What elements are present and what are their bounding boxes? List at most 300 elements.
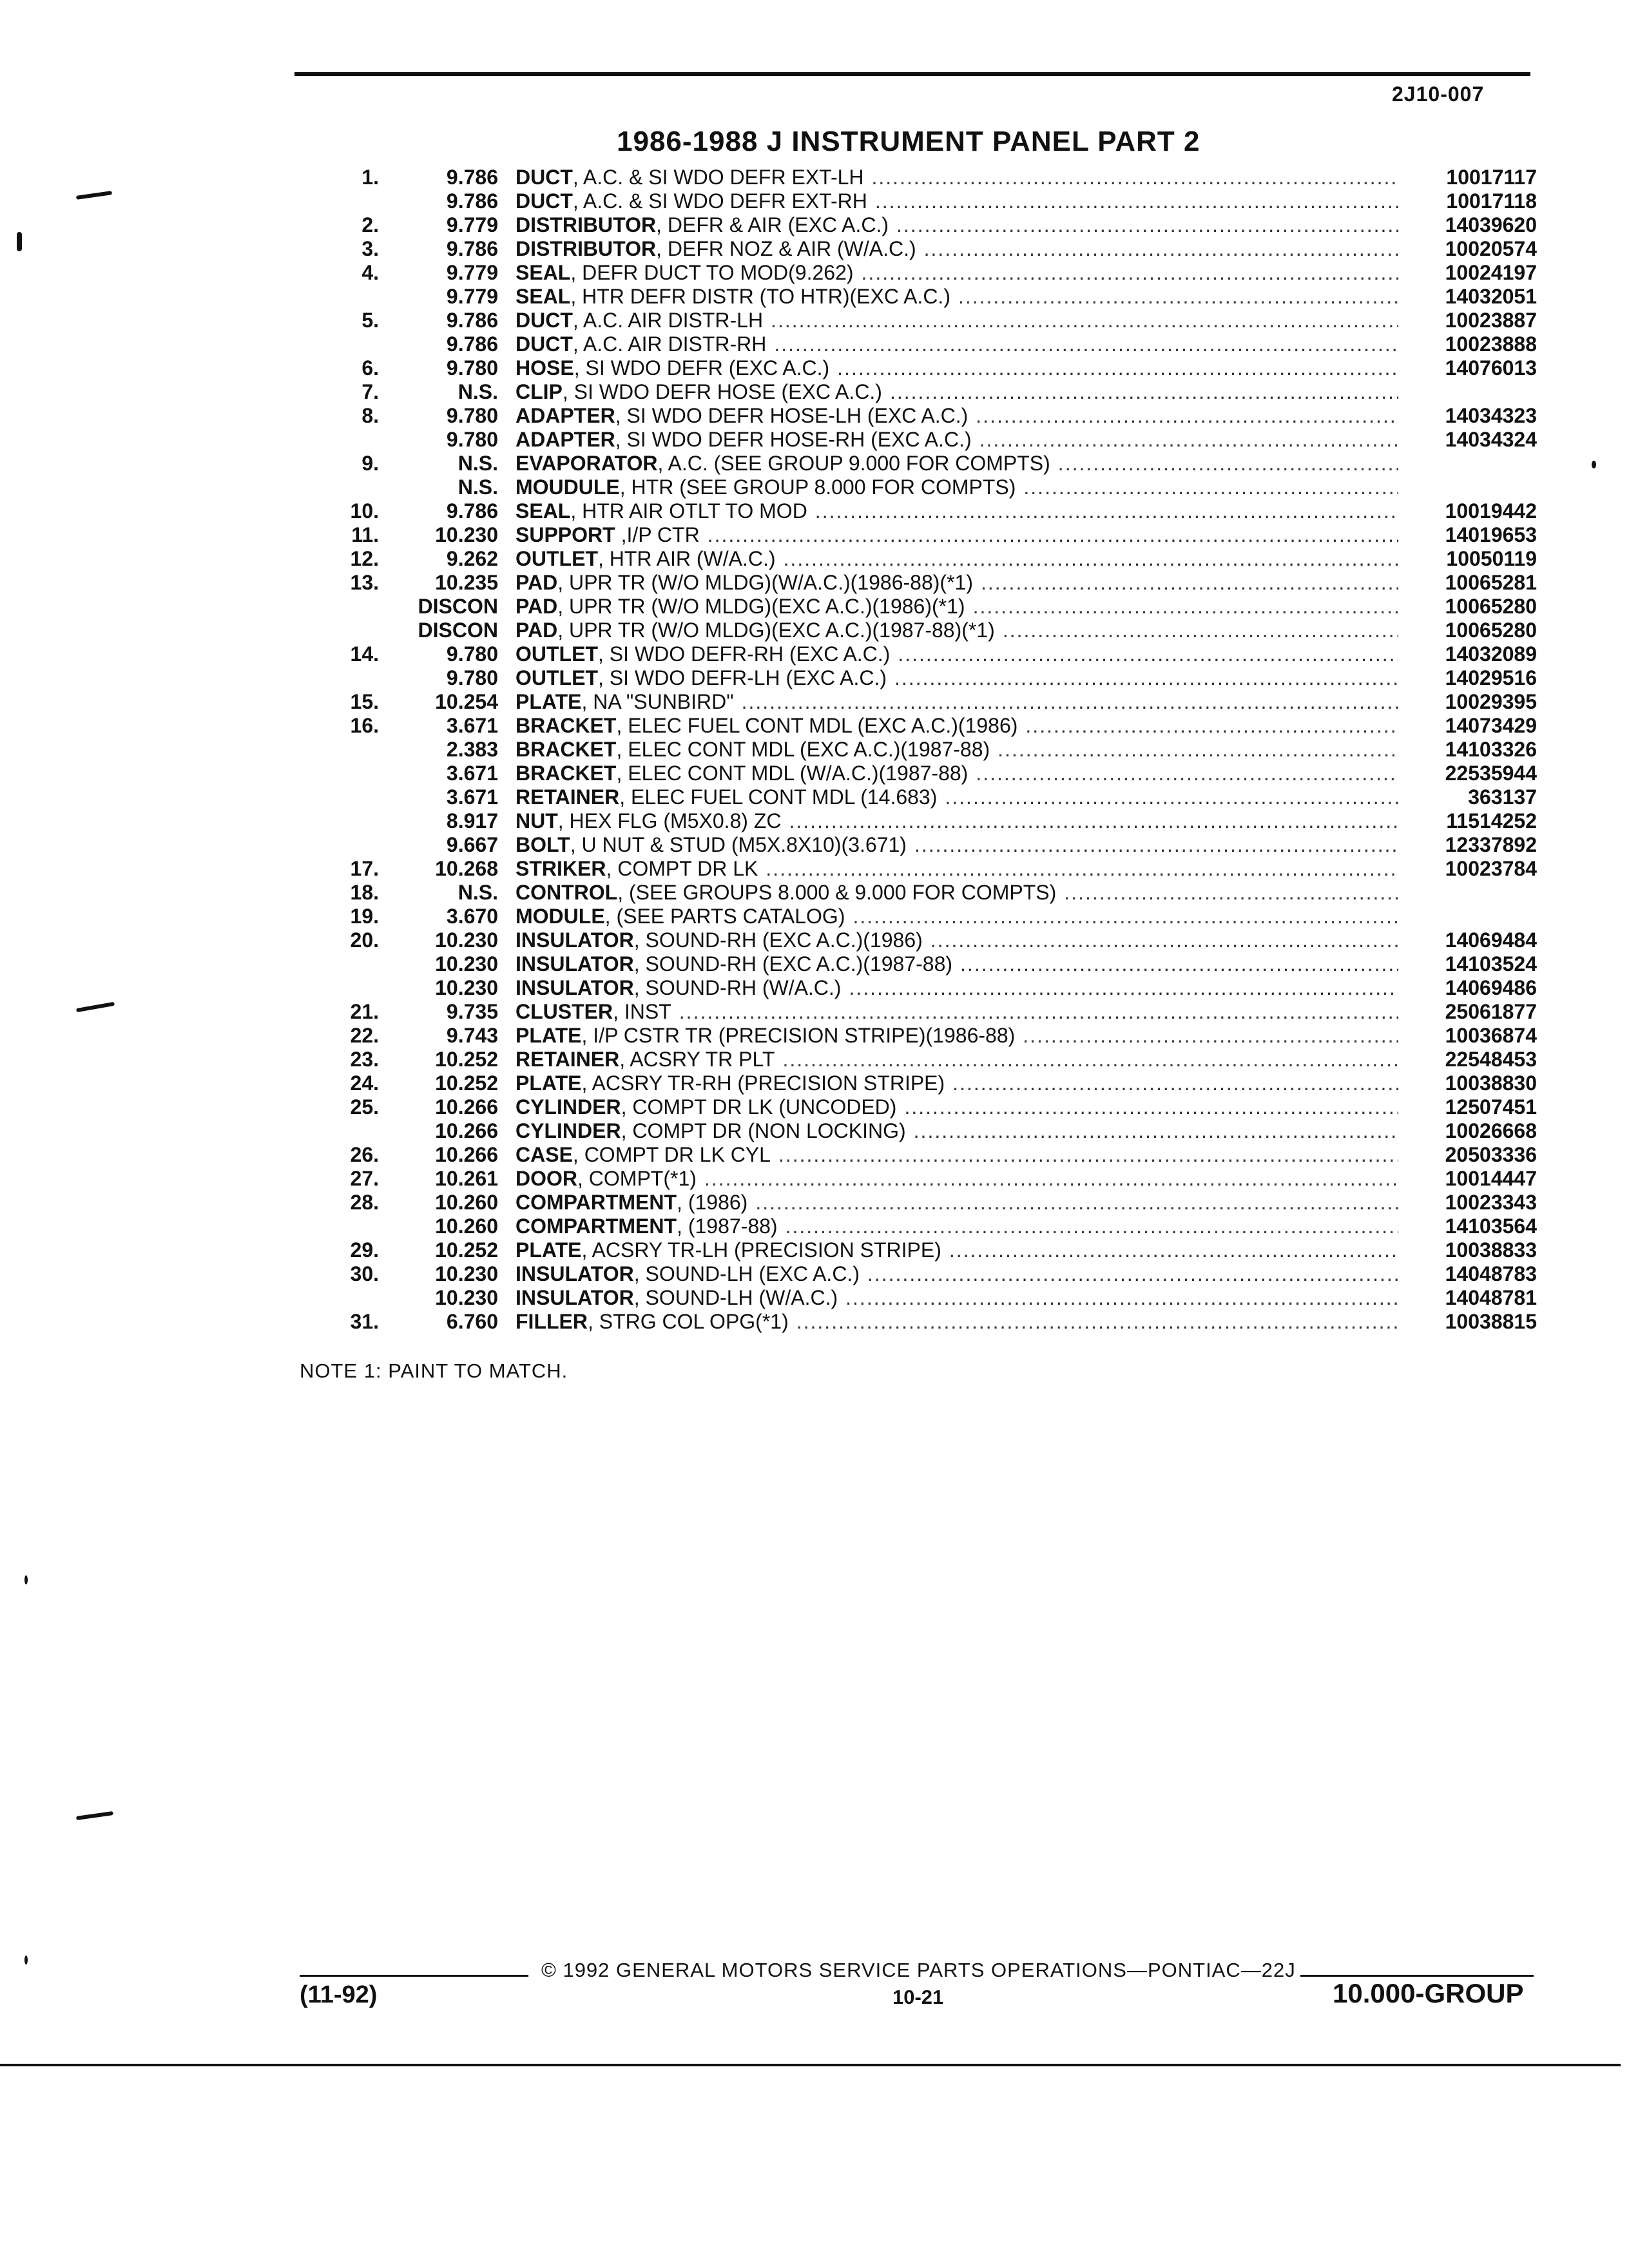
item-description — [516, 1095, 1398, 1119]
list-item — [0, 309, 1629, 332]
group-label: 10.000-GROUP — [1333, 1978, 1524, 2008]
item-index: 14. — [350, 642, 379, 666]
part-detail: , ELEC CONT MDL (W/A.C.)(1987-88) — [616, 762, 969, 785]
part-number: 363137 — [1468, 785, 1537, 809]
part-number: 10023887 — [1445, 309, 1537, 332]
part-detail: , A.C. AIR DISTR-RH — [572, 332, 767, 356]
footer-rule-left — [300, 1975, 528, 1977]
group-number: 9.786 — [446, 309, 498, 332]
item-index: 19. — [350, 905, 379, 928]
part-number: 10036874 — [1445, 1024, 1537, 1047]
leader-dots — [882, 380, 1398, 404]
part-name: FILLER — [516, 1310, 588, 1333]
part-name: OUTLET — [516, 547, 598, 570]
group-number: 9.262 — [446, 547, 498, 570]
leader-dots — [789, 1310, 1398, 1334]
part-number: 10065280 — [1445, 619, 1537, 642]
leader-dots — [972, 428, 1398, 452]
item-index: 4. — [361, 261, 379, 284]
list-item — [0, 237, 1629, 261]
list-item — [0, 666, 1629, 690]
leader-dots — [778, 1215, 1398, 1238]
part-detail: , HTR DEFR DISTR (TO HTR)(EXC A.C.) — [570, 285, 950, 308]
group-number: 3.670 — [446, 905, 498, 928]
part-number: 12337892 — [1445, 833, 1537, 856]
part-name: EVAPORATOR — [516, 452, 658, 475]
item-description — [516, 881, 1398, 905]
group-number: 10.260 — [435, 1191, 498, 1214]
part-detail: , ACSRY TR PLT — [619, 1048, 775, 1071]
item-index: 17. — [350, 857, 379, 880]
part-detail: , COMPT DR (NON LOCKING) — [621, 1119, 906, 1142]
leader-dots — [889, 213, 1398, 237]
part-detail: , SOUND-RH (W/A.C.) — [633, 976, 842, 999]
part-detail: , SI WDO DEFR-RH (EXC A.C.) — [597, 642, 891, 666]
group-number: 9.780 — [446, 666, 498, 689]
group-number: 10.252 — [435, 1238, 498, 1262]
item-index: 11. — [351, 523, 379, 546]
part-name: COMPARTMENT — [516, 1191, 677, 1214]
item-description — [516, 1262, 1398, 1286]
header-rule — [294, 72, 1530, 76]
group-number: N.S. — [458, 881, 498, 904]
leader-dots — [841, 976, 1398, 1000]
item-description — [516, 166, 1398, 189]
part-detail: , A.C. & SI WDO DEFR EXT-LH — [572, 166, 864, 189]
group-number: 9.786 — [446, 332, 498, 356]
group-number: 9.735 — [446, 1000, 498, 1023]
part-name: PAD — [516, 595, 558, 618]
group-number: 9.786 — [446, 166, 498, 189]
item-description — [516, 1191, 1398, 1215]
item-index: 2. — [361, 213, 379, 236]
leader-dots — [864, 166, 1399, 189]
leader-dots — [945, 1072, 1398, 1095]
item-index: 30. — [350, 1262, 379, 1285]
item-description — [516, 785, 1398, 809]
part-name: MODULE — [516, 905, 605, 928]
list-item — [0, 166, 1629, 189]
part-name: INSULATOR — [516, 1262, 634, 1285]
group-number: 10.230 — [435, 928, 498, 952]
part-name: SEAL — [516, 261, 571, 284]
leader-dots — [952, 952, 1398, 976]
part-name: PLATE — [516, 690, 582, 713]
leader-dots — [907, 833, 1398, 857]
list-item — [0, 261, 1629, 285]
part-name: SUPPORT — [516, 523, 615, 546]
item-description — [516, 833, 1398, 857]
part-number: 14069484 — [1445, 928, 1537, 952]
list-item — [0, 452, 1629, 476]
part-detail: , SOUND-RH (EXC A.C.)(1986) — [633, 928, 923, 952]
part-name: CYLINDER — [516, 1095, 621, 1119]
item-description — [516, 1024, 1398, 1048]
item-description — [516, 1119, 1398, 1143]
list-item — [0, 213, 1629, 237]
part-name: ADAPTER — [516, 428, 615, 451]
part-detail: , SI WDO DEFR HOSE-LH (EXC A.C.) — [615, 404, 969, 427]
part-number: 14069486 — [1445, 976, 1537, 999]
list-item — [0, 1167, 1629, 1191]
part-name: BRACKET — [516, 738, 617, 761]
group-number: 9.780 — [446, 404, 498, 427]
part-number: 10020574 — [1445, 237, 1537, 260]
leader-dots — [700, 523, 1398, 547]
leader-dots — [941, 1238, 1398, 1262]
item-index: 25. — [350, 1095, 379, 1119]
part-number: 14034324 — [1445, 428, 1537, 451]
group-number: 9.780 — [446, 642, 498, 666]
group-number: N.S. — [458, 380, 498, 403]
item-index: 1. — [361, 166, 379, 189]
part-name: RETAINER — [516, 1048, 620, 1071]
group-number: 9.780 — [446, 356, 498, 380]
part-number: 10065280 — [1445, 595, 1537, 618]
part-name: DUCT — [516, 332, 573, 356]
item-description — [516, 332, 1398, 356]
part-detail: , A.C. & SI WDO DEFR EXT-RH — [572, 189, 867, 213]
list-item — [0, 1238, 1629, 1262]
part-name: COMPARTMENT — [516, 1215, 677, 1238]
leader-dots — [923, 928, 1398, 952]
leader-dots — [747, 1191, 1398, 1215]
part-name: NUT — [516, 809, 558, 832]
leader-dots — [937, 785, 1398, 809]
leader-dots — [763, 309, 1398, 332]
part-number: 10024197 — [1445, 261, 1537, 284]
list-item — [0, 905, 1629, 928]
part-detail: , DEFR DUCT TO MOD(9.262) — [570, 261, 854, 284]
leader-dots — [950, 285, 1398, 309]
leader-dots — [854, 261, 1398, 285]
part-name: SEAL — [516, 285, 571, 308]
list-item — [0, 881, 1629, 905]
leader-dots — [782, 809, 1399, 833]
item-index: 9. — [361, 452, 379, 475]
part-name: CONTROL — [516, 881, 618, 904]
part-number: 14103564 — [1445, 1215, 1537, 1238]
item-description — [516, 1072, 1398, 1095]
part-number: 12507451 — [1445, 1095, 1537, 1119]
part-number: 10026668 — [1445, 1119, 1537, 1142]
group-number: 8.917 — [446, 809, 498, 832]
item-description — [516, 452, 1398, 476]
part-number: 10014447 — [1445, 1167, 1537, 1190]
item-description — [516, 547, 1398, 571]
part-detail: , SI WDO DEFR (EXC A.C.) — [574, 356, 830, 380]
group-number: 10.252 — [435, 1048, 498, 1071]
part-name: CLUSTER — [516, 1000, 613, 1023]
scan-mark — [17, 232, 22, 251]
part-detail: , COMPT DR LK (UNCODED) — [621, 1095, 897, 1119]
part-name: OUTLET — [516, 642, 598, 666]
leader-dots — [916, 237, 1398, 261]
leader-dots — [968, 762, 1398, 785]
part-number: 14039620 — [1445, 213, 1537, 236]
part-name: DUCT — [516, 166, 573, 189]
item-index: 23. — [350, 1048, 379, 1071]
part-number: 14076013 — [1445, 356, 1537, 380]
item-index: 7. — [361, 380, 379, 403]
part-detail: , UPR TR (W/O MLDG)(W/A.C.)(1986-88)(*1) — [557, 571, 973, 594]
group-number: 9.779 — [446, 285, 498, 308]
leader-dots — [887, 666, 1398, 690]
part-number: 10017117 — [1446, 166, 1537, 189]
group-number: 9.780 — [446, 428, 498, 451]
group-number: 3.671 — [446, 785, 498, 809]
part-number: 10017118 — [1446, 189, 1537, 213]
item-index: 21. — [350, 1000, 379, 1023]
item-index: 22. — [350, 1024, 379, 1047]
part-detail: , SI WDO DEFR HOSE-RH (EXC A.C.) — [615, 428, 972, 451]
leader-dots — [838, 1286, 1398, 1310]
item-description — [516, 261, 1398, 285]
group-number: 3.671 — [446, 762, 498, 785]
group-number: 10.230 — [435, 952, 498, 975]
item-index: 18. — [350, 881, 379, 904]
list-item — [0, 785, 1629, 809]
leader-dots — [896, 1095, 1398, 1119]
group-number: 10.252 — [435, 1072, 498, 1095]
part-detail: , U NUT & STUD (M5X.8X10)(3.671) — [570, 833, 907, 856]
part-name: DUCT — [516, 189, 573, 213]
list-item — [0, 1048, 1629, 1072]
part-number: 14032051 — [1445, 285, 1537, 308]
list-item — [0, 1310, 1629, 1334]
list-item — [0, 833, 1629, 857]
group-number: 9.779 — [446, 213, 498, 236]
item-description — [516, 476, 1398, 499]
scan-mark — [1592, 461, 1596, 468]
list-item — [0, 476, 1629, 499]
parts-list — [0, 166, 1629, 1334]
page-number: 10-21 — [892, 1986, 944, 2008]
part-number: 10023343 — [1445, 1191, 1537, 1214]
group-number: 2.383 — [446, 738, 498, 761]
list-item — [0, 928, 1629, 952]
list-item — [0, 1000, 1629, 1024]
item-description — [516, 189, 1398, 213]
part-name: RETAINER — [516, 785, 620, 809]
leader-dots — [1016, 476, 1398, 499]
leader-dots — [890, 642, 1398, 666]
item-index: 6. — [361, 356, 379, 380]
group-number: 3.671 — [446, 714, 498, 737]
item-index: 29. — [350, 1238, 379, 1262]
leader-dots — [734, 690, 1398, 714]
part-name: INSULATOR — [516, 952, 634, 975]
list-item — [0, 1191, 1629, 1215]
item-description — [516, 285, 1398, 309]
part-number: 10023888 — [1445, 332, 1537, 356]
list-item — [0, 571, 1629, 595]
part-name: CASE — [516, 1143, 573, 1166]
item-description — [516, 523, 1398, 547]
footnote: NOTE 1: PAINT TO MATCH. — [300, 1360, 568, 1382]
part-number: 10065281 — [1445, 571, 1537, 594]
copyright-line: © 1992 GENERAL MOTORS SERVICE PARTS OPERATIONS—PONTIAC—22J — [541, 1959, 1296, 1981]
leader-dots — [968, 404, 1398, 428]
leader-dots — [1050, 452, 1398, 476]
leader-dots — [906, 1119, 1398, 1143]
leader-dots — [965, 595, 1398, 619]
list-item — [0, 976, 1629, 1000]
part-detail: , A.C. AIR DISTR-LH — [572, 309, 764, 332]
part-name: DISTRIBUTOR — [516, 237, 657, 260]
part-number: 14073429 — [1445, 714, 1537, 737]
list-item — [0, 428, 1629, 452]
part-detail: , ELEC CONT MDL (EXC A.C.)(1987-88) — [616, 738, 990, 761]
scan-mark — [24, 1575, 28, 1584]
item-index: 12. — [350, 547, 379, 570]
part-number: 14048781 — [1445, 1286, 1537, 1309]
leader-dots — [771, 1143, 1398, 1167]
part-detail: , UPR TR (W/O MLDG)(EXC A.C.)(1986)(*1) — [557, 595, 965, 618]
list-item — [0, 1024, 1629, 1048]
part-name: PAD — [516, 571, 558, 594]
item-index: 13. — [350, 571, 379, 594]
list-item — [0, 642, 1629, 666]
leader-dots — [990, 738, 1398, 762]
part-name: DOOR — [516, 1167, 577, 1190]
part-number: 25061877 — [1445, 1000, 1537, 1023]
item-description — [516, 642, 1398, 666]
list-item — [0, 857, 1629, 881]
leader-dots — [766, 332, 1398, 356]
list-item — [0, 404, 1629, 428]
item-description — [516, 1048, 1398, 1072]
item-description — [516, 1286, 1398, 1310]
leader-dots — [973, 571, 1398, 595]
item-description — [516, 380, 1398, 404]
group-number: 10.230 — [435, 976, 498, 999]
item-description — [516, 213, 1398, 237]
part-name: HOSE — [516, 356, 574, 380]
part-number: 22535944 — [1445, 762, 1537, 785]
item-description — [516, 1215, 1398, 1238]
leader-dots — [1056, 881, 1398, 905]
leader-dots — [1015, 1024, 1398, 1048]
leader-dots — [671, 1000, 1398, 1024]
item-index: 20. — [350, 928, 379, 952]
item-description — [516, 1143, 1398, 1167]
item-description — [516, 809, 1398, 833]
part-detail: , (1987-88) — [677, 1215, 778, 1238]
part-detail: , (1986) — [677, 1191, 748, 1214]
item-description — [516, 857, 1398, 881]
item-index: 28. — [350, 1191, 379, 1214]
part-detail: , SI WDO DEFR HOSE (EXC A.C.) — [562, 380, 882, 403]
item-description — [516, 571, 1398, 595]
scan-mark — [24, 1956, 28, 1965]
list-item — [0, 1143, 1629, 1167]
part-detail: , SOUND-LH (W/A.C.) — [633, 1286, 838, 1309]
part-number: 10029395 — [1445, 690, 1537, 713]
group-number: 10.230 — [435, 1262, 498, 1285]
item-index: 16. — [350, 714, 379, 737]
item-index: 31. — [350, 1310, 379, 1333]
item-index: 27. — [350, 1167, 379, 1190]
item-description — [516, 690, 1398, 714]
part-detail: , (SEE PARTS CATALOG) — [604, 905, 845, 928]
part-name: PLATE — [516, 1238, 582, 1262]
list-item — [0, 1095, 1629, 1119]
item-description — [516, 976, 1398, 1000]
item-description — [516, 714, 1398, 738]
item-index: 24. — [350, 1072, 379, 1095]
list-item — [0, 595, 1629, 619]
part-name: PAD — [516, 619, 558, 642]
list-item — [0, 547, 1629, 571]
item-description — [516, 1000, 1398, 1024]
item-description — [516, 595, 1398, 619]
list-item — [0, 356, 1629, 380]
list-item — [0, 1215, 1629, 1238]
leader-dots — [776, 547, 1398, 571]
item-description — [516, 762, 1398, 785]
part-name: CLIP — [516, 380, 563, 403]
list-item — [0, 499, 1629, 523]
part-name: BRACKET — [516, 714, 617, 737]
item-description — [516, 738, 1398, 762]
document-code: 2J10-007 — [1392, 82, 1485, 106]
list-item — [0, 762, 1629, 785]
part-detail: , UPR TR (W/O MLDG)(EXC A.C.)(1987-88)(*1) — [557, 619, 995, 642]
list-item — [0, 690, 1629, 714]
group-number: 9.743 — [446, 1024, 498, 1047]
part-detail: , SI WDO DEFR-LH (EXC A.C.) — [597, 666, 887, 689]
part-name: SEAL — [516, 499, 571, 523]
part-detail: , A.C. (SEE GROUP 9.000 FOR COMPTS) — [657, 452, 1050, 475]
part-name: CYLINDER — [516, 1119, 621, 1142]
part-detail: , ELEC FUEL CONT MDL (EXC A.C.)(1986) — [616, 714, 1018, 737]
list-item — [0, 619, 1629, 642]
part-number: 14034323 — [1445, 404, 1537, 427]
item-description — [516, 666, 1398, 690]
list-item — [0, 809, 1629, 833]
part-name: PLATE — [516, 1072, 582, 1095]
item-index: 5. — [361, 309, 379, 332]
part-detail: , SOUND-LH (EXC A.C.) — [633, 1262, 860, 1285]
group-number: 9.786 — [446, 499, 498, 523]
item-index: 26. — [350, 1143, 379, 1166]
part-detail: , COMPT DR LK CYL — [572, 1143, 771, 1166]
item-description — [516, 905, 1398, 928]
part-name: DUCT — [516, 309, 573, 332]
part-detail: ,I/P CTR — [615, 523, 700, 546]
part-name: PLATE — [516, 1024, 582, 1047]
part-detail: , INST — [613, 1000, 671, 1023]
group-number: 10.230 — [435, 1286, 498, 1309]
item-description — [516, 1310, 1398, 1334]
part-name: OUTLET — [516, 666, 598, 689]
part-detail: , DEFR & AIR (EXC A.C.) — [656, 213, 889, 236]
group-number: 6.760 — [446, 1310, 498, 1333]
part-number: 20503336 — [1445, 1143, 1537, 1166]
group-number: 10.260 — [435, 1215, 498, 1238]
part-name: STRIKER — [516, 857, 606, 880]
group-number: DISCON — [418, 619, 498, 642]
item-description — [516, 928, 1398, 952]
group-number: 10.230 — [435, 523, 498, 546]
leader-dots — [860, 1262, 1398, 1286]
list-item — [0, 952, 1629, 976]
part-number: 14103524 — [1445, 952, 1537, 975]
part-name: INSULATOR — [516, 928, 634, 952]
group-number: 10.266 — [435, 1119, 498, 1142]
item-index: 3. — [361, 237, 379, 260]
